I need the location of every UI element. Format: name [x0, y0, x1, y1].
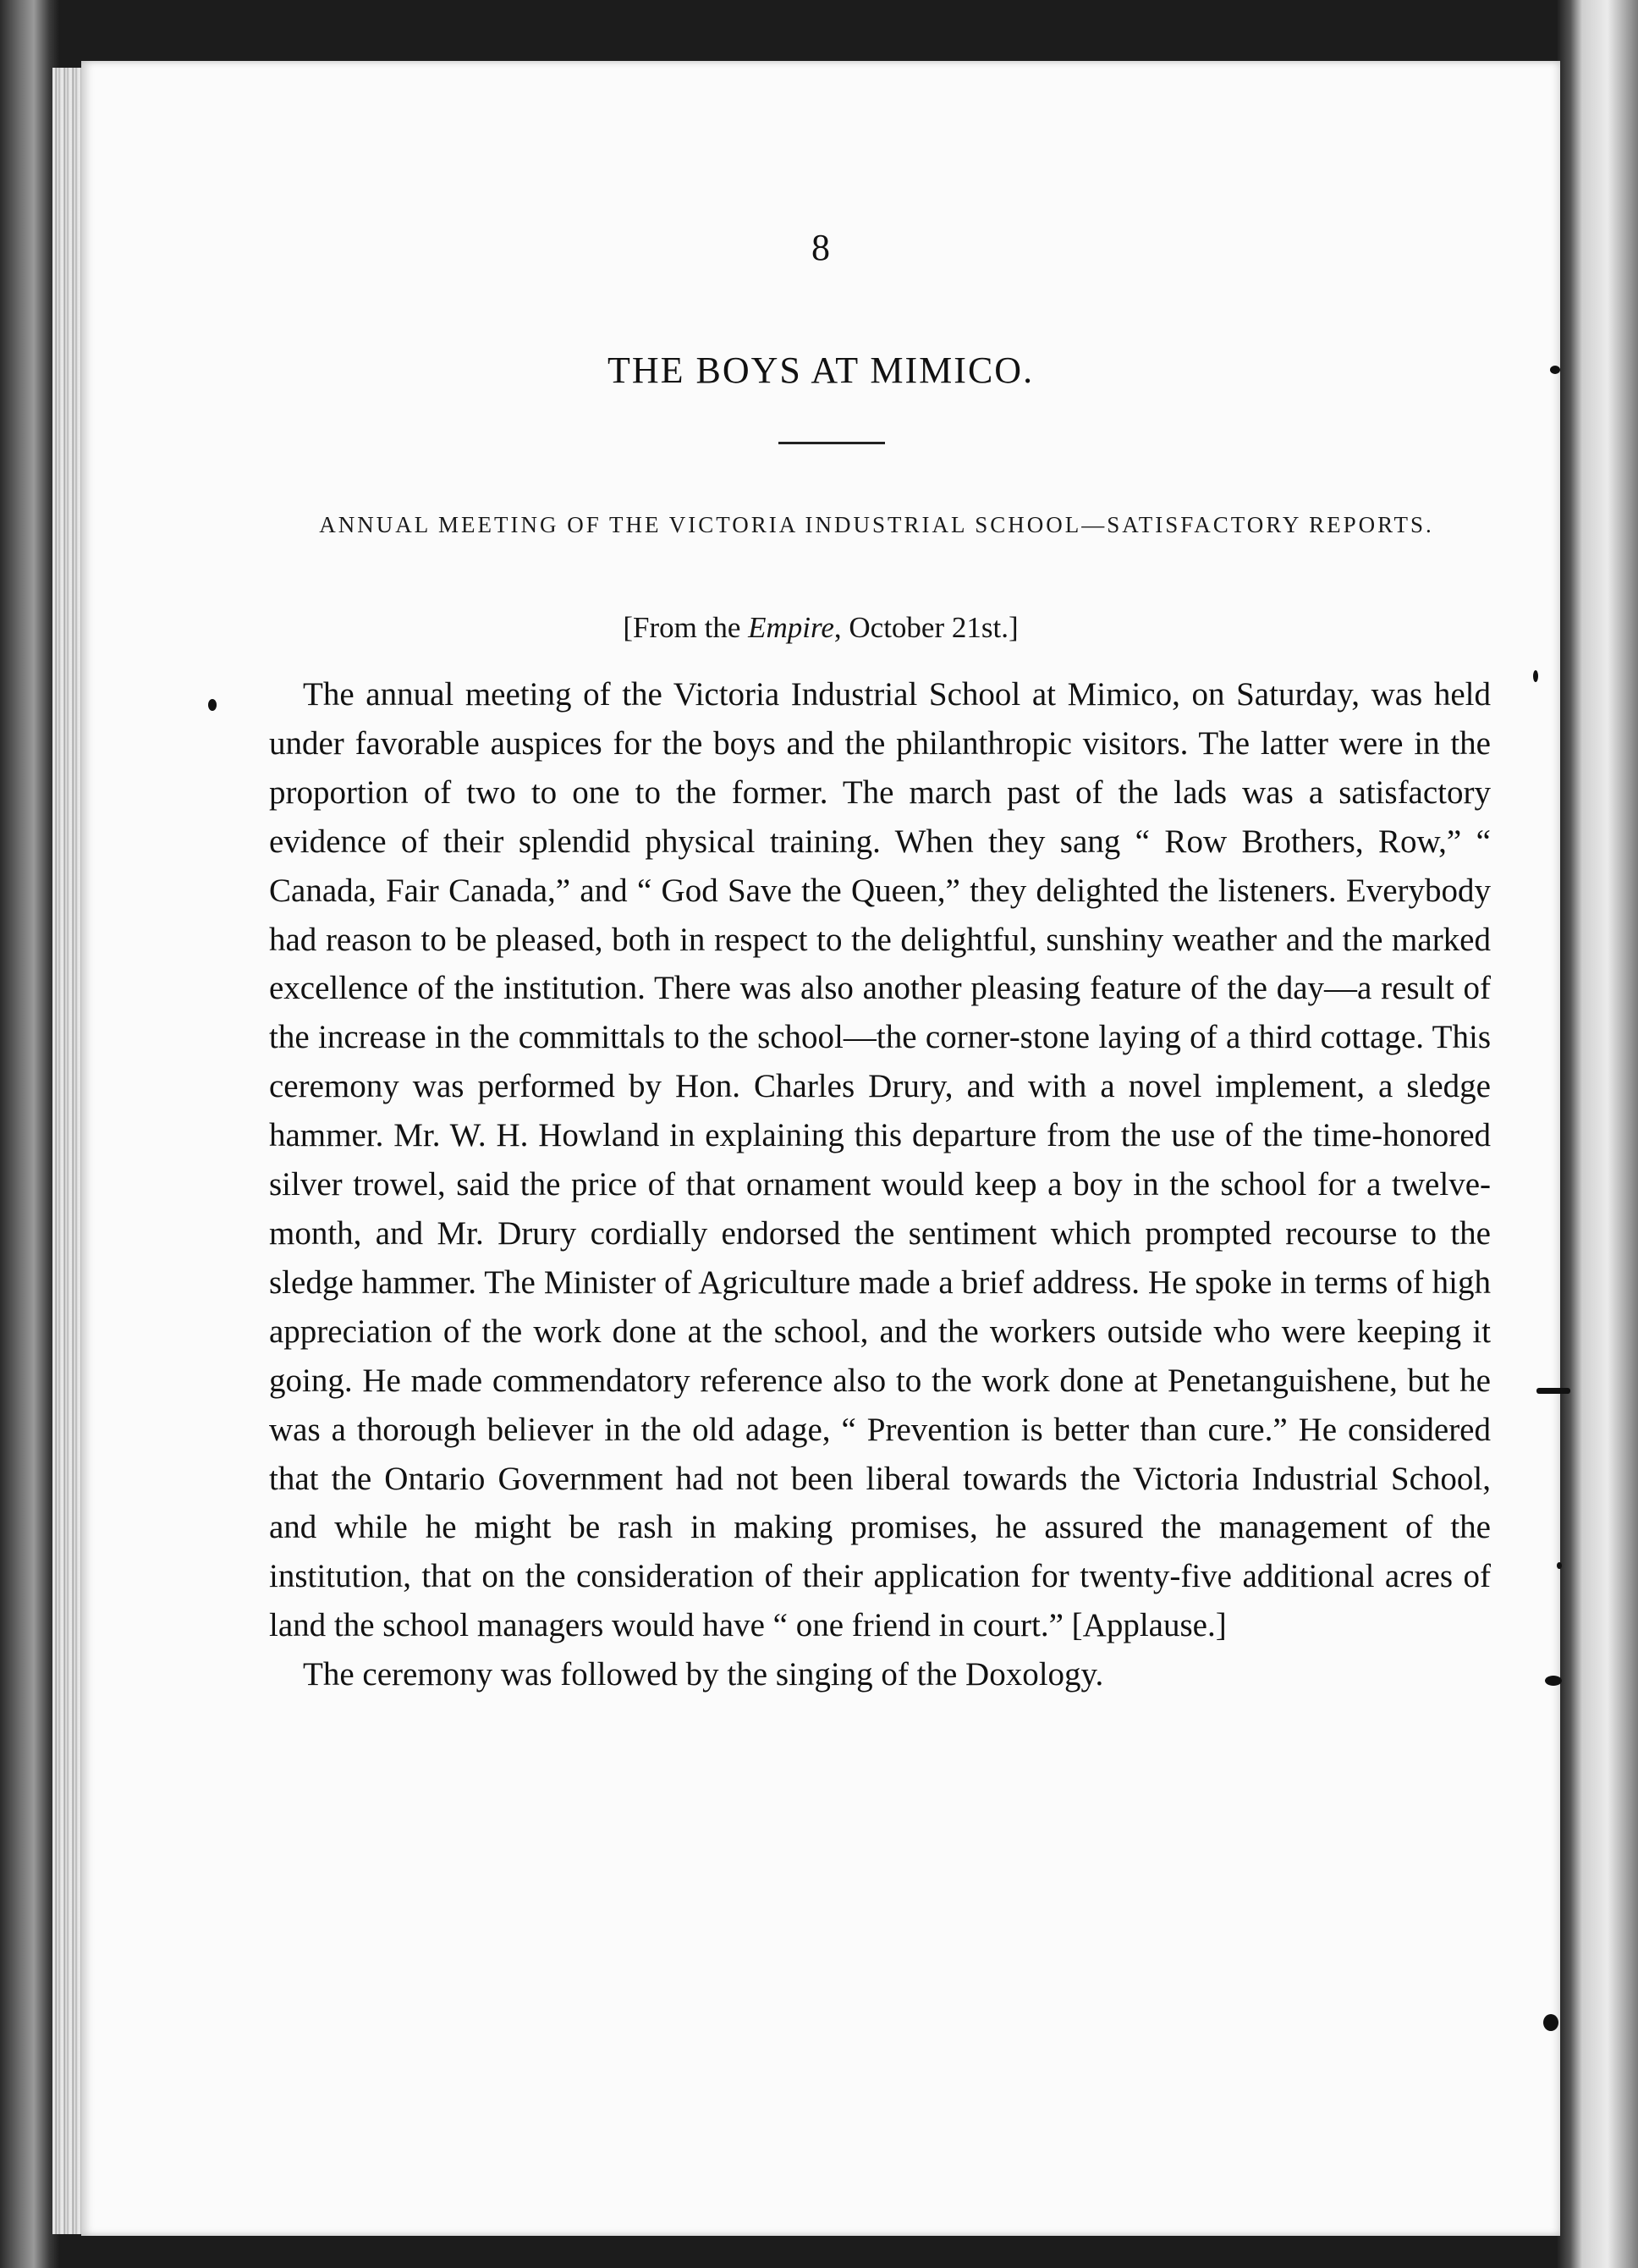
paragraph-1: The annual meeting of the Victoria Industrial School at Mimico, on Saturday, was held under favorable auspices for the boys and the philanthropic visitors. The latter were in the proportion of two to one to the former. The march past of the lads was a satisfactory evidence of their splendid physical training. When they sang “ Row Brothers, Row,” “ Canada, Fair Canada,” and “ God Save the Queen,” they delighted the listeners. Everybody had reason to be pleased, both in respect to the delightful, sunshiny weather and the marked excellence of the institution. There was also another pleasing feature of the day—a result of the increase in the committals to the school—the corner-stone laying of a third cottage. This ceremony was performed by Hon. Charles Drury, and with a novel implement, a sledge hammer. Mr. W. H. Howland in explaining this departure from the use of the time-honored silver trowel, said the price of that ornament would keep a boy in the school for a twelve-month, and Mr. Drury cordially endorsed the sentiment which prompted recourse to the sledge hammer. The Minister of Agriculture made a brief address. He spoke in terms of high appreciation of the work done at the school, and the workers outside who were keeping it going. He made commendatory reference also to the work done at Penetanguishene, but he was a thorough believer in the old adage, “ Prevention is better than cure.” He considered that the Ontario Government had not been liberal towards the Victoria Industrial School, and while he might be rash in making promises, he assured the management of the institution, that on the consideration of their application for twenty-five additional acres of land the school managers would have “ one friend in court.” [Applause.] [269, 676, 1491, 1644]
scan-speck [1533, 670, 1538, 682]
article-subheading: ANNUAL MEETING OF THE VICTORIA INDUSTRIAL SCHOOL—SATISFACTORY REPORTS. [319, 512, 1434, 537]
source-line [81, 611, 1560, 645]
source-open: [From the [623, 611, 749, 644]
article-title: THE BOYS AT MIMICO. [607, 350, 1035, 391]
source-close: , October 21st.] [833, 611, 1019, 644]
scan-speck [1545, 1676, 1562, 1686]
scan-speck [1543, 2014, 1558, 2031]
scan-speck [1550, 366, 1560, 374]
document-page [81, 61, 1560, 2236]
page-number: 8 [811, 227, 830, 268]
scan-speck [1536, 1388, 1570, 1394]
source-publication: Empire [748, 611, 834, 644]
paragraph-2: The ceremony was followed by the singing of the Doxology. [303, 1656, 1104, 1693]
scan-speck [1557, 1562, 1562, 1569]
title-rule [778, 442, 885, 444]
scan-speck [208, 699, 217, 711]
article-body [269, 670, 1491, 1699]
